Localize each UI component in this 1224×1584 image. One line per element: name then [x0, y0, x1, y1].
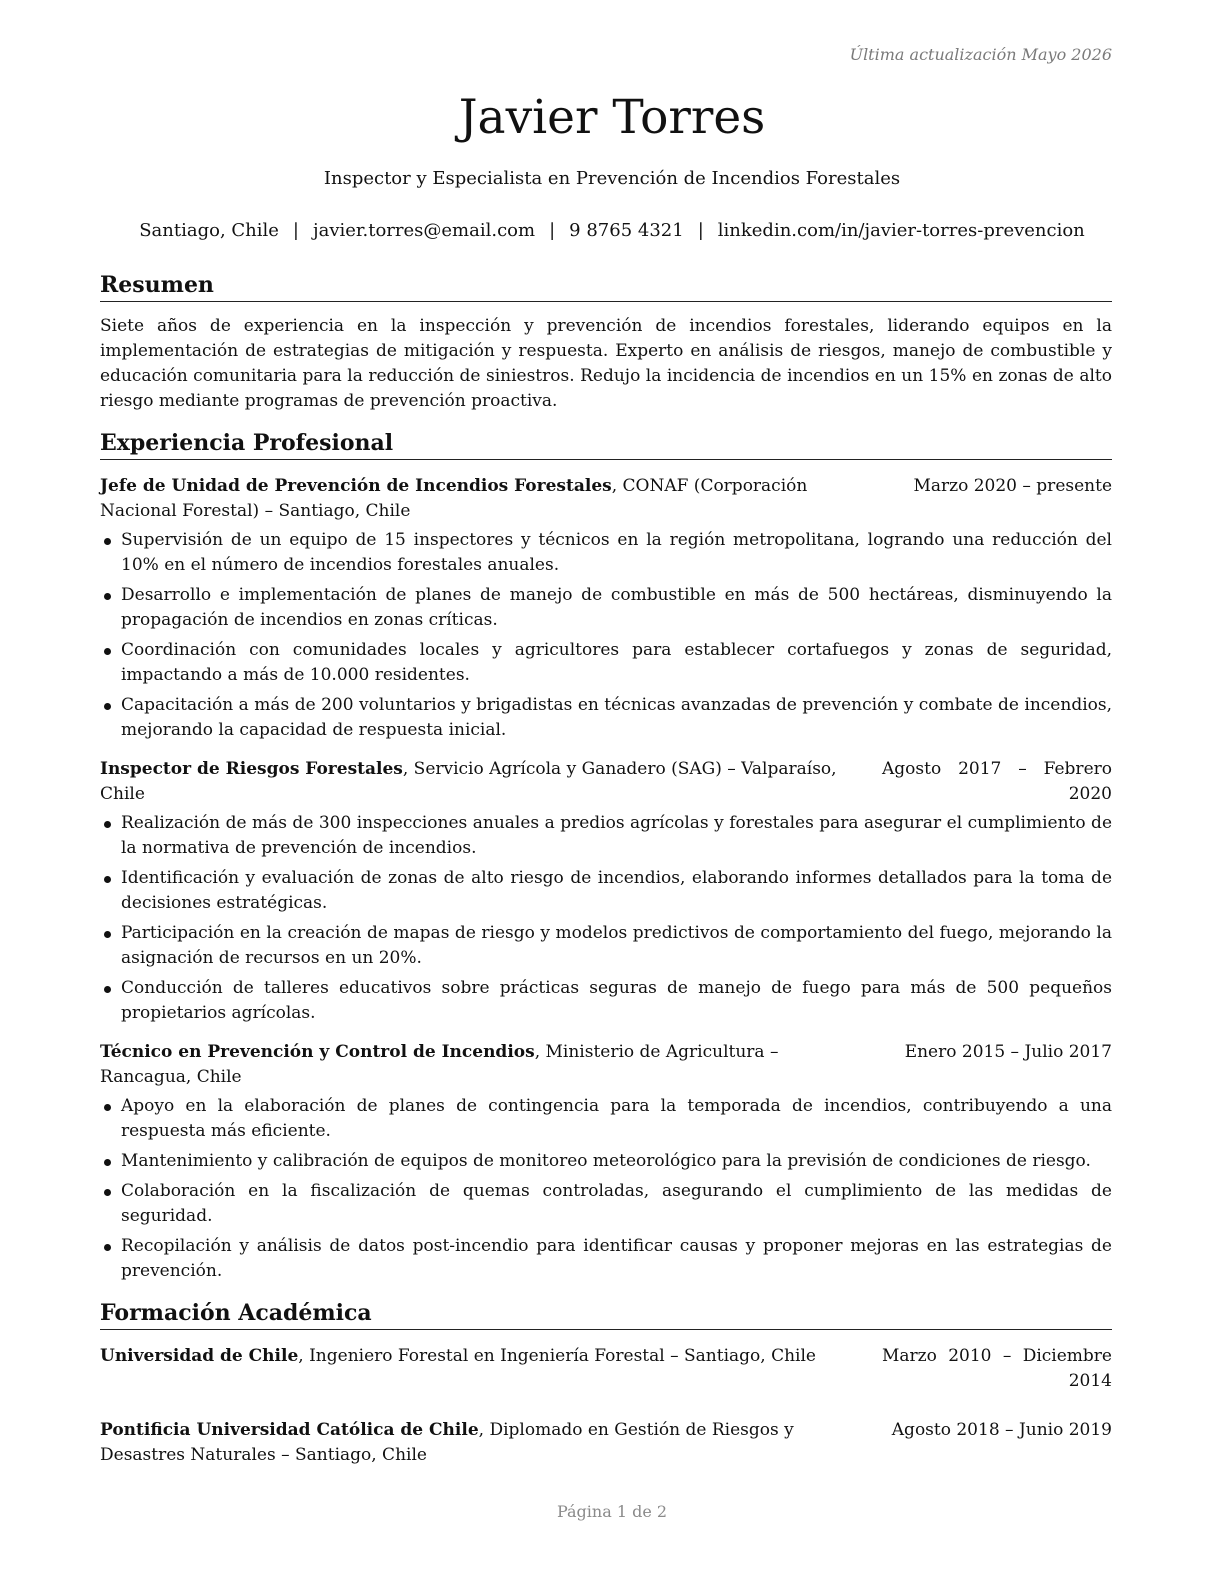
summary-text: Siete años de experiencia en la inspección y prevención de incendios forestales, liderando equipos en la implementación de estrategias de mitigación y respuesta. Experto en análisis de riesgos, manejo de combustible y educación comunitaria para la reducción de siniestros. Redujo la incidencia de incendios en un 15% en zonas de alto riesgo mediante programas de prevención proactiva. [100, 316, 1112, 411]
education-header [100, 1418, 1112, 1468]
job-org: , Ministerio de Agricultura – Rancagua, Chile [100, 1042, 779, 1087]
candidate-headline: Inspector y Especialista en Prevención de Incendios Forestales [323, 168, 901, 189]
job-bullet: Capacitación a más de 200 voluntarios y brigadistas en técnicas avanzadas de prevención y combate de incendios, mejorando la capacidad de respuesta inicial. [100, 693, 1112, 743]
contact-line [0, 220, 1224, 241]
experience-title: Experiencia Profesional [100, 428, 1112, 460]
job-bullets [100, 528, 1112, 743]
contact-linkedin[interactable]: linkedin.com/in/javier-torres-prevencion [717, 220, 1085, 241]
education-entry [100, 1344, 1112, 1394]
job-title-line [100, 1040, 905, 1090]
job-header [100, 1040, 1112, 1090]
education-school: Pontificia Universidad Católica de Chile [100, 1420, 479, 1440]
job-bullet: Apoyo en la elaboración de planes de contingencia para la temporada de incendios, contribuyendo a una respuesta más eficiente. [100, 1094, 1112, 1144]
education-entry [100, 1418, 1112, 1468]
education-detail: , Diplomado en Gestión de Riesgos y Desastres Naturales – Santiago, Chile [100, 1420, 794, 1465]
page-number: Página 1 de 2 [556, 1502, 668, 1521]
education-title-line [100, 1344, 882, 1369]
job-role: Inspector de Riesgos Forestales [100, 759, 403, 779]
education-detail: , Ingeniero Forestal en Ingeniería Forestal – Santiago, Chile [298, 1346, 816, 1366]
job-dates: Enero 2015 – Julio 2017 [904, 1042, 1112, 1062]
job-role: Técnico en Prevención y Control de Incendios [100, 1042, 535, 1062]
job-entry [100, 474, 1112, 743]
resume-body [100, 270, 1112, 1468]
job-bullet: Recopilación y análisis de datos post-incendio para identificar causas y proponer mejoras en las estrategias de prevención. [100, 1234, 1112, 1284]
education-dates: Marzo 2010 – Diciembre 2014 [882, 1346, 1112, 1391]
education-dates: Agosto 2018 – Junio 2019 [891, 1420, 1112, 1440]
contact-separator: | [292, 220, 299, 241]
education-title-line [100, 1418, 892, 1468]
summary-section [100, 270, 1112, 414]
job-bullet: Colaboración en la fiscalización de quemas controladas, asegurando el cumplimiento de las medidas de seguridad. [100, 1179, 1112, 1229]
job-bullet: Coordinación con comunidades locales y agricultores para establecer cortafuegos y zonas de seguridad, impactando a más de 10.000 residentes. [100, 638, 1112, 688]
contact-separator: | [697, 220, 704, 241]
education-header [100, 1344, 1112, 1394]
job-org: , CONAF (Corporación Nacional Forestal) – Santiago, Chile [100, 476, 808, 521]
contact-location: Santiago, Chile [139, 220, 279, 241]
job-dates: Marzo 2020 – presente [913, 476, 1112, 496]
job-bullet: Identificación y evaluación de zonas de alto riesgo de incendios, elaborando informes detallados para la toma de decisiones estratégicas. [100, 866, 1112, 916]
job-bullet: Participación en la creación de mapas de riesgo y modelos predictivos de comportamiento del fuego, mejorando la asignación de recursos en un 20%. [100, 921, 1112, 971]
job-dates: Agosto 2017 – Febrero 2020 [882, 759, 1112, 804]
job-bullet: Realización de más de 300 inspecciones anuales a predios agrícolas y forestales para asegurar el cumplimiento de la normativa de prevención de incendios. [100, 811, 1112, 861]
candidate-name: Javier Torres [458, 90, 766, 145]
job-entry [100, 1040, 1112, 1284]
job-title-line [100, 474, 913, 524]
contact-separator: | [549, 220, 556, 241]
job-title-line [100, 757, 882, 807]
last-updated: Última actualización Mayo 2026 [849, 45, 1112, 64]
job-bullet: Supervisión de un equipo de 15 inspectores y técnicos en la región metropolitana, logrando una reducción del 10% en el número de incendios forestales anuales. [100, 528, 1112, 578]
job-bullet: Mantenimiento y calibración de equipos de monitoreo meteorológico para la previsión de condiciones de riesgo. [100, 1149, 1112, 1174]
summary-title: Resumen [100, 270, 1112, 302]
job-bullet: Conducción de talleres educativos sobre prácticas seguras de manejo de fuego para más de 500 pequeños propietarios agrícolas. [100, 976, 1112, 1026]
job-bullets [100, 811, 1112, 1026]
job-role: Jefe de Unidad de Prevención de Incendios Forestales [100, 476, 612, 496]
job-header [100, 757, 1112, 807]
job-org: , Servicio Agrícola y Ganadero (SAG) – Valparaíso, Chile [100, 759, 837, 804]
job-entry [100, 757, 1112, 1026]
education-title: Formación Académica [100, 1298, 1112, 1330]
job-header [100, 474, 1112, 524]
job-bullet: Desarrollo e implementación de planes de manejo de combustible en más de 500 hectáreas, disminuyendo la propagación de incendios en zonas críticas. [100, 583, 1112, 633]
education-school: Universidad de Chile [100, 1346, 299, 1366]
contact-phone: 9 8765 4321 [569, 220, 684, 241]
contact-email[interactable]: javier.torres@email.com [313, 220, 536, 241]
experience-section [100, 428, 1112, 1284]
education-section [100, 1298, 1112, 1468]
job-bullets [100, 1094, 1112, 1284]
